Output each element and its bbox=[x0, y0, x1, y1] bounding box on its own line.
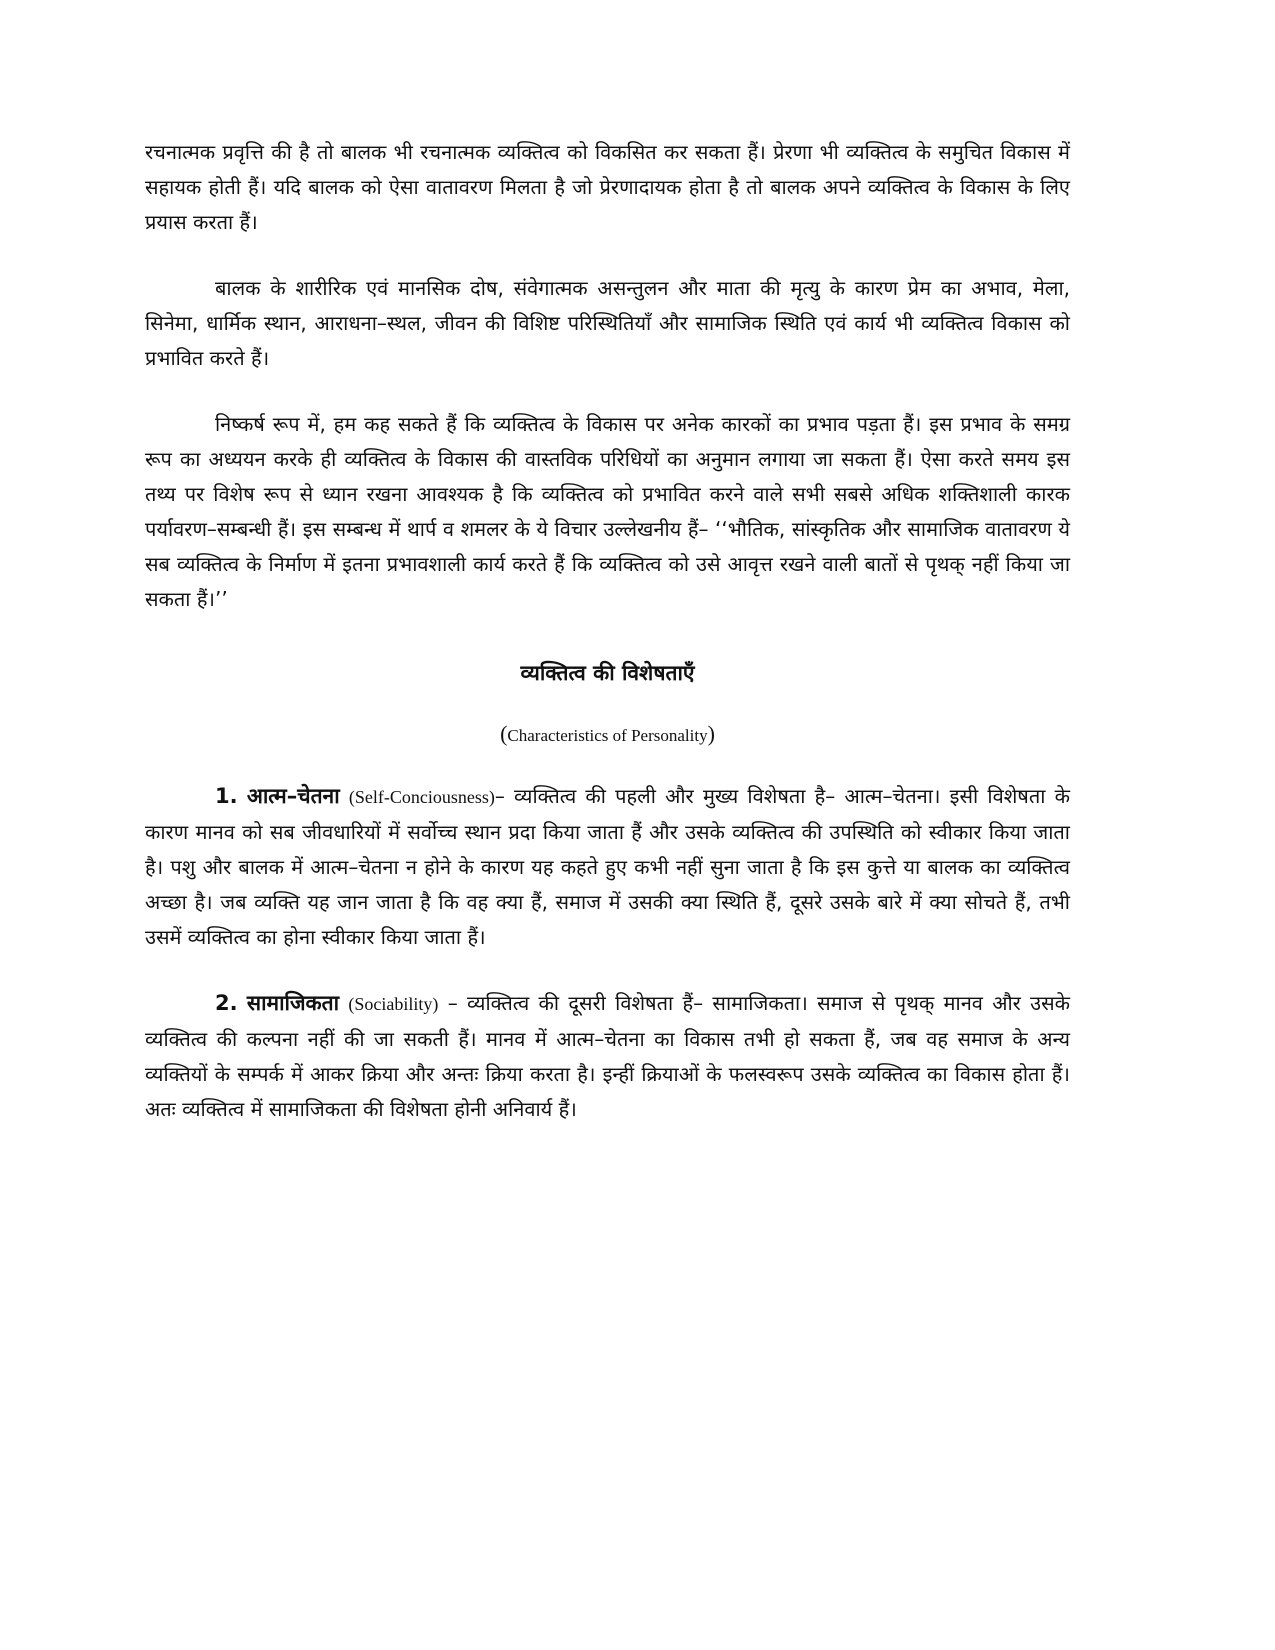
section-heading: व्यक्तित्व की विशेषताएँ bbox=[520, 661, 695, 685]
item-english-term: (Sociability) bbox=[348, 994, 439, 1014]
paragraph-continuation: रचनात्मक प्रवृत्ति की है तो बालक भी रचनात्मक व्यक्तित्व को विकसित कर सकता हैं। प्रेरणा भी व्यक्तित्व के समुचित विकास में सहायक होती हैं। यदि बालक को ऐसा वातावरण मिलता है जो प्रेरणादायक होता है तो बालक अपने व्यक्तित्व के विकास के लिए प्रयास करता हैं। bbox=[145, 140, 1070, 234]
paragraph-other-factors: बालक के शारीरिक एवं मानसिक दोष, संवेगात्मक असन्तुलन और माता की मृत्यु के कारण प्रेम का अभाव, मेला, सिनेमा, धार्मिक स्थान, आराधना–स्थल, जीवन की विशिष्ट परिस्थितियाँ और सामाजिक स्थिति एवं कार्य भी व्यक्तित्व विकास को प्रभावित करते हैं। bbox=[145, 276, 1070, 370]
subheading-close-paren: ) bbox=[707, 721, 715, 746]
subheading-open-paren: ( bbox=[500, 721, 508, 746]
item-number: 1. bbox=[215, 784, 238, 808]
characteristic-self-consciousness bbox=[145, 779, 1070, 955]
item-number: 2. bbox=[215, 991, 238, 1015]
characteristic-sociability bbox=[145, 986, 1070, 1127]
paragraph-conclusion: निष्कर्ष रूप में, हम कह सकते हैं कि व्यक्तित्व के विकास पर अनेक कारकों का प्रभाव पड़ता हैं। इस प्रभाव के समग्र रूप का अध्ययन करके ही व्यक्तित्व के विकास की वास्तविक परिधियों का अनुमान लगाया जा सकता हैं। ऐसा करते समय इस तथ्य पर विशेष रूप से ध्यान रखना आवश्यक है कि व्यक्तित्व को प्रभावित करने वाले सभी सबसे अधिक शक्तिशाली कारक पर्यावरण–सम्बन्धी हैं। इस सम्बन्ध में थार्प व शमलर के ये विचार उल्लेखनीय हैं– ‘‘भौतिक, सांस्कृतिक और सामाजिक वातावरण ये सब व्यक्तित्व के निर्माण में इतना प्रभावशाली कार्य करते हैं कि व्यक्तित्व को उसे आवृत्त रखने वाली बातों से पृथक् नहीं किया जा सकता हैं।’’ bbox=[145, 412, 1070, 611]
item-term: सामाजिकता bbox=[246, 991, 340, 1015]
document-page bbox=[145, 135, 1070, 1127]
subheading-text: Characteristics of Personality bbox=[507, 726, 708, 745]
section-subheading bbox=[145, 717, 1070, 753]
item-text: – व्यक्तित्व की पहली और मुख्य विशेषता है– आत्म–चेतना। इसी विशेषता के कारण मानव को सब जीवधारियों में सर्वोच्च स्थान प्रदा किया जाता हैं और उसके व्यक्तित्व की उपस्थिति को स्वीकार किया जाता है। पशु और बालक में आत्म–चेतना न होने के कारण यह कहते हुए कभी नहीं सुना जाता है कि इस कुत्ते या बालक का व्यक्तित्व अच्छा है। जब व्यक्ति यह जान जाता है कि वह क्या हैं, समाज में उसकी क्या स्थिति हैं, दूसरे उसके बारे में क्या सोचते हैं, तभी उसमें व्यक्तित्व का होना स्वीकार किया जाता हैं। bbox=[145, 784, 1071, 949]
item-english-term: (Self-Conciousness) bbox=[348, 787, 495, 807]
item-text: – व्यक्तित्व की दूसरी विशेषता हैं– सामाजिकता। समाज से पृथक् मानव और उसके व्यक्तित्व की कल्पना नहीं की जा सकती हैं। मानव में आत्म–चेतना का विकास तभी हो सकता हैं, जब वह समाज के अन्य व्यक्तियों के सम्पर्क में आकर क्रिया और अन्तः क्रिया करता है। इन्हीं क्रियाओं के फलस्वरूप उसके व्यक्तित्व का विकास होता हैं। अतः व्यक्तित्व में सामाजिकता की विशेषता होनी अनिवार्य हैं। bbox=[145, 991, 1071, 1121]
item-term: आत्म–चेतना bbox=[246, 784, 340, 808]
